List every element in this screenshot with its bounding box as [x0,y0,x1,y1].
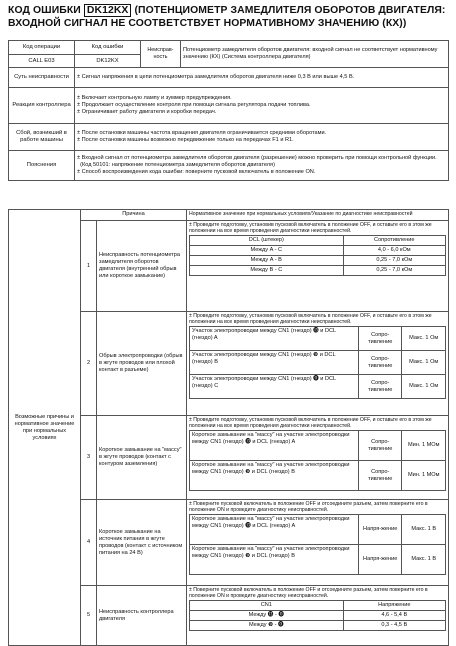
essence-label: Суть неисправности [9,68,75,88]
measure-table [189,235,446,276]
failure-item: ± После остановки машины возможно передвижение только на передачах F1 и R1. [77,137,294,143]
norm-cell [187,312,449,416]
measure-table [189,514,446,575]
cause-text: Короткое замыкание на "массу" в жгуте проводов (контакт с контуром заземления) [97,416,187,500]
measure-header: Напряжение [343,601,445,611]
notes-item: ± Входной сигнал от потенциометра замедлителя оборотов двигателя (разрешение) можно проверить при помощи контрольной функции. [77,155,437,161]
measure-table [189,600,446,631]
measure-type: Сопро-тивление [358,431,402,461]
measure-value: 0,25 - 7,0 кОм [343,256,445,266]
cause-text: Короткое замыкание на источник питания в жгуте проводов (контакт с источником питания на 24 В) [97,500,187,586]
row-number: 4 [81,500,97,586]
measure-label: Короткое замыкание на "массу" на участке электропроводки между CN1 (гнездо) ⓭ и DCL (гнездо) A [190,431,359,461]
reaction-label: Реакция контроллера [9,88,75,124]
row-number: 2 [81,312,97,416]
op-code-header: Код операции [9,41,75,55]
norm-cell [187,586,449,646]
measure-value: Макс. 1 В [402,545,446,575]
failure-item: ± После остановки машины частота вращения двигателя ограничивается средними оборотами. [77,130,327,136]
cause-header: Причина [81,210,187,221]
failure-text [75,124,449,151]
notes-text [75,151,449,181]
measure-label: Короткое замыкание на "массу" на участке электропроводки между CN1 (гнездо) ❾ и DCL (гнездо) B [190,461,359,491]
reaction-item: ± Продолжает осуществление контроля при помощи сигнала регулятора подачи топлива. [77,102,311,108]
title-prefix: КОД ОШИБКИ [8,5,81,16]
measure-label: Между A - B [190,256,344,266]
measure-label: Короткое замыкание на "массу" на участке электропроводки между CN1 (гнездо) ❾ и DCL (гнездо) B [190,545,359,575]
norm-cell [187,221,449,312]
prep-note: ± Проведите подготовку, установив пусковой включатель в положение OFF, и оставьте его в этом же положении на все время проведения диагностики неисправностей. [189,222,432,235]
measure-header: Сопротивление [343,236,445,246]
measure-label: Участок электропроводки между CN1 (гнездо) ⓿ и DCL (гнездо) C [190,375,359,399]
measure-label: Между ⓭ - ⓿ [190,611,344,621]
prep-note: ± Проведите подготовку, установив пусковой включатель в положение OFF, и оставьте его в этом же положении на все время проведения диагностики неисправностей. [189,417,432,430]
measure-value: Мин. 1 МОм [402,461,446,491]
notes-item: (Код 50101: напряжение потенциометра замедлителя оборотов двигателя) [80,162,275,168]
row-number: 3 [81,416,97,500]
measure-value: Макс. 1 В [402,515,446,545]
measure-label: Участок электропроводки между CN1 (гнездо) ❾ и DCL (гнездо) B [190,351,359,375]
measure-label: Участок электропроводки между CN1 (гнездо) ⓭ и DCL (гнездо) A [190,327,359,351]
prep-note: ± Поверните пусковой включатель в положение OFF и отсоедините разъем, затем поверните его в положение ON и проведите диагностику неисправностей. [189,501,428,514]
notes-item: ± Способ воспроизведения кода ошибки: поверните пусковой включатель в положение ON. [77,169,316,175]
measure-header: DCL (штекер) [190,236,344,246]
measure-value: 4,6 - 5,4 В [343,611,445,621]
measure-value: Макс. 1 Ом [402,327,446,351]
measure-header: CN1 [190,601,344,611]
measure-type: Сопро-тивление [358,375,402,399]
reaction-item: ± Включает контрольную лампу и зуммер предупреждения. [77,95,232,101]
failure-label: Сбой, возникший в работе машины [9,124,75,151]
measure-type: Сопро-тивление [358,351,402,375]
title-code: DK12KX [84,4,132,17]
measure-label: Между B - C [190,266,344,276]
measure-label: Короткое замыкание на "массу" на участке электропроводки между CN1 (гнездо) ⓭ и DCL (гнездо) A [190,515,359,545]
prep-note: ± Поверните пусковой включатель в положение OFF и отсоедините разъем, затем поверните его в положение ON и проведите диагностику неисправностей. [189,587,428,600]
measure-value: Макс. 1 Ом [402,351,446,375]
measure-type: Сопро-тивление [358,461,402,491]
measure-value: 0,3 - 4,5 В [343,621,445,631]
essence-item: ± Сигнал напряжения в цепи потенциометра замедлителя оборотов двигателя ниже 0,3 В или выше 4,5 В. [77,74,355,80]
err-code-header: Код ошибки [75,41,141,55]
fault-header: Неисправ-ность [141,41,181,68]
prep-note: ± Проведите подготовку, установив пусковой включатель в положение OFF, и оставьте его в этом же положении на все время проведения диагностики неисправностей. [189,313,432,326]
norm-cell [187,416,449,500]
cause-text: Обрыв электропроводки (обрыв в жгуте проводов или плохой контакт в разъеме) [97,312,187,416]
cause-text: Неисправность потенциометра замедлителя оборотов двигателя (внутренний обрыв или короткое замыкание) [97,221,187,312]
op-code-value: CALL E03 [9,55,75,68]
info-table [8,40,449,181]
measure-type: Напря-жение [358,515,402,545]
measure-table [189,326,446,399]
row-number: 1 [81,221,97,312]
fault-text: Потенциометр замедлителя оборотов двигателя: входной сигнал не соответствует нормативному значению (КХ) (Система контроллера двигателя) [181,41,449,68]
measure-value: 4,0 - 6,0 кОм [343,246,445,256]
diagnostic-table [8,209,449,646]
page-title [8,4,448,30]
row-number: 5 [81,586,97,646]
measure-type: Напря-жение [358,545,402,575]
possible-causes-label: Возможные причины и нормативное значение при нормальных условиях [9,210,81,646]
reaction-item: ± Ограничивает работу двигателя и коробки передач. [77,109,217,115]
err-code-value: DK12KX [75,55,141,68]
measure-value: Макс. 1 Ом [402,375,446,399]
measure-table [189,430,446,491]
measure-value: Мин. 1 МОм [402,431,446,461]
measure-label: Между A - C [190,246,344,256]
norm-cell [187,500,449,586]
measure-type: Сопро-тивление [358,327,402,351]
measure-label: Между ❾ - ⓿ [190,621,344,631]
cause-text: Неисправность контроллера двигателя [97,586,187,646]
essence-text [75,68,449,88]
reaction-text [75,88,449,124]
notes-label: Пояснения [9,151,75,181]
title-rest: (ПОТЕНЦИОМЕТР ЗАМЕДЛИТЕЛЯ ОБОРОТОВ ДВИГАТЕЛЯ: ВХОДНОЙ СИГНАЛ НЕ СООТВЕТСТВУЕТ НОРМАТИВНОМУ ЗНАЧЕНИЮ (КХ)) [8,5,446,29]
norm-header: Нормативное значение при нормальных условиях/Указание по диагностике неисправностей [187,210,449,221]
measure-value: 0,25 - 7,0 кОм [343,266,445,276]
